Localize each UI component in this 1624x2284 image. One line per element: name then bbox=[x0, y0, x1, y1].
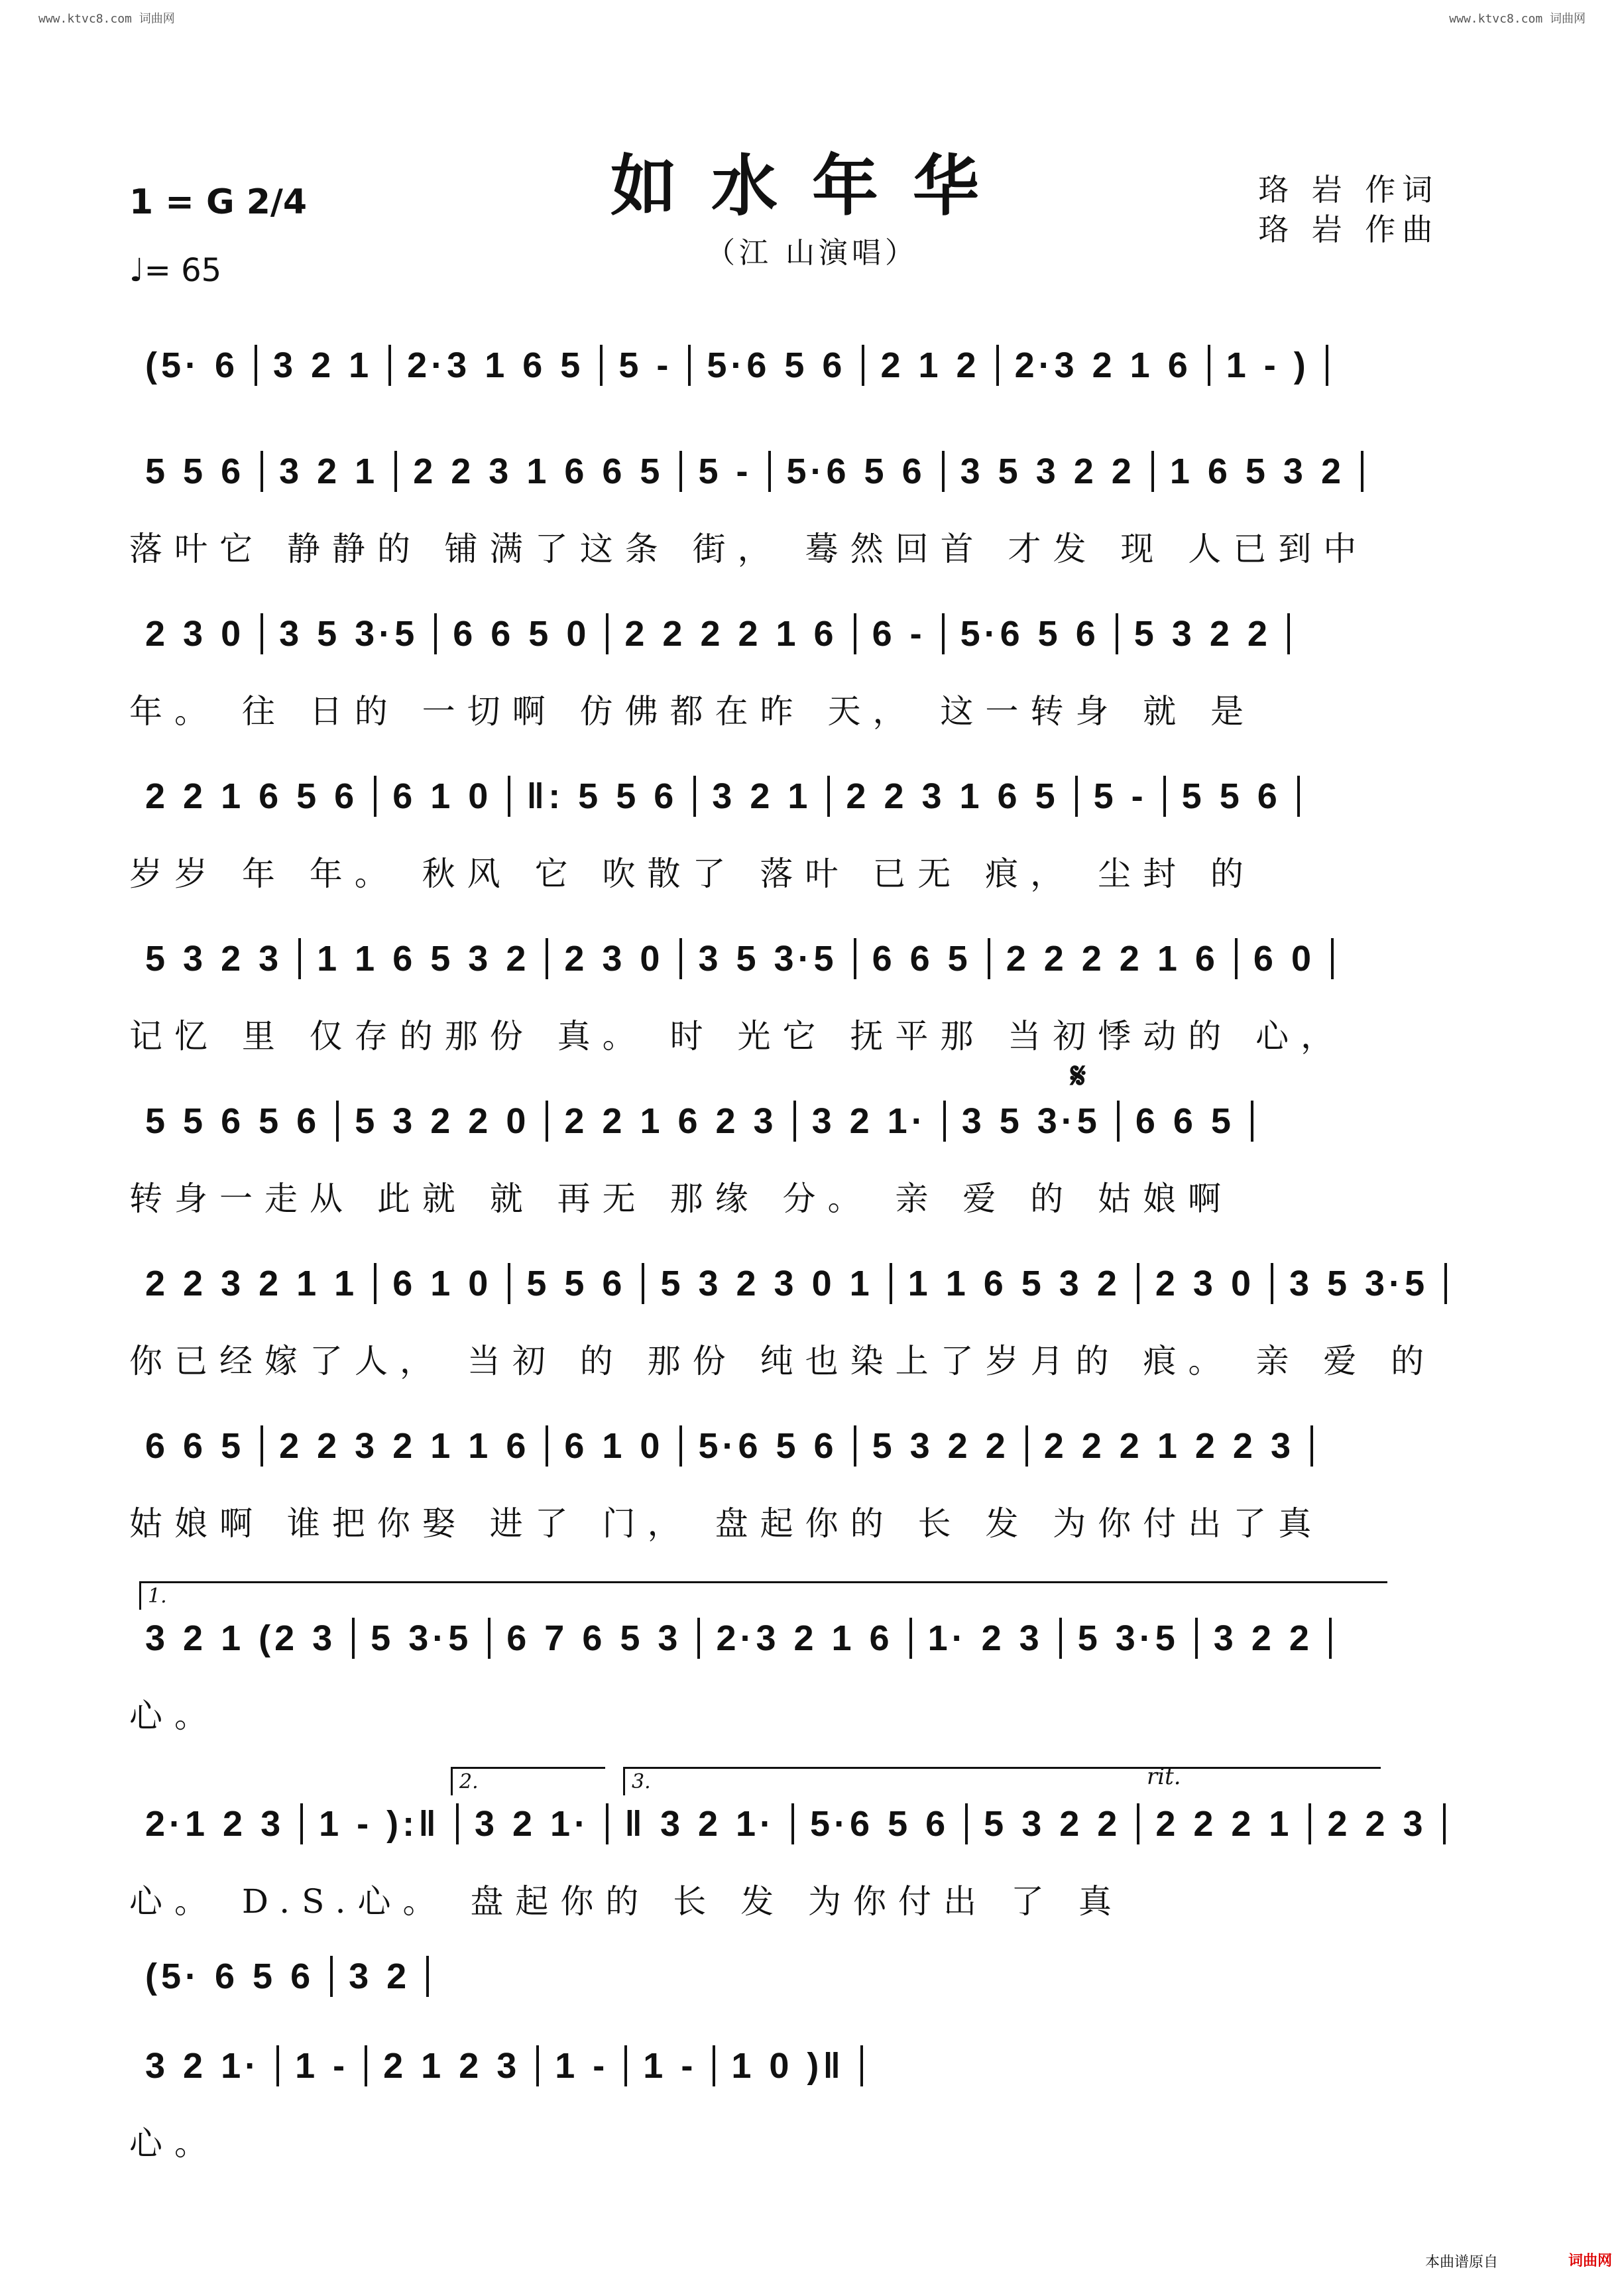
watermark-right: www.ktvc8.com 词曲网 bbox=[1449, 12, 1586, 26]
measure: 3 2 1· bbox=[459, 1803, 609, 1844]
measure: 1 0 )‖ bbox=[715, 2045, 863, 2086]
lyric-line: 转身一走从 此就 就 再无 那缘 分。 亲 爱 的 姑娘啊 bbox=[129, 1179, 1234, 1218]
measure: 2 2 3 1 6 6 5 bbox=[397, 451, 682, 492]
lyric-line: 心。 bbox=[129, 1697, 219, 1735]
measure: 6 - bbox=[856, 613, 945, 654]
measure: 5 3 2 3 0 1 bbox=[644, 1263, 892, 1304]
measure: ‖ 3 2 1· bbox=[609, 1803, 794, 1844]
lyric-line: 岁岁 年 年。 秋风 它 吹散了 落叶 已无 痕， 尘封 的 bbox=[129, 855, 1255, 893]
measure: 5 5 6 bbox=[510, 1263, 644, 1304]
measure: 3 2 1· bbox=[796, 1101, 946, 1142]
notation-line bbox=[129, 451, 1498, 504]
lyric-line: 落叶它 静静的 铺满了这条 街， 蓦然回首 才发 现 人已到中 bbox=[129, 530, 1369, 568]
measure: 3 5 3·5 bbox=[1273, 1263, 1447, 1304]
measure: (5· 6 5 6 bbox=[129, 1956, 333, 1997]
measure: 2·3 1 6 5 bbox=[391, 345, 603, 386]
measure: 2 2 1 6 5 6 bbox=[129, 776, 377, 817]
measure: 3 2 bbox=[333, 1956, 429, 1997]
measure: 6 0 bbox=[1238, 938, 1334, 979]
measure: 5 5 6 bbox=[1166, 776, 1300, 817]
measure: 2 2 3 1 6 5 bbox=[830, 776, 1077, 817]
notation-line bbox=[129, 345, 1498, 398]
measure: 2 2 2 1 bbox=[1139, 1803, 1311, 1844]
measure: 5 5 6 bbox=[129, 451, 263, 492]
measure: 2 2 2 1 2 2 3 bbox=[1028, 1425, 1313, 1467]
measure: (5· 6 bbox=[129, 345, 257, 386]
measure: 2·3 2 1 6 bbox=[999, 345, 1210, 386]
measure: 1 - bbox=[279, 2045, 367, 2086]
measure: 6 6 5 bbox=[1120, 1101, 1253, 1142]
tempo-marking: ♩= 65 bbox=[129, 252, 222, 289]
volta-bracket-2: 2. bbox=[451, 1767, 605, 1795]
measure: 3 5 3 2 2 bbox=[945, 451, 1154, 492]
measure: 2·1 2 3 bbox=[129, 1803, 303, 1844]
footer-source: 本曲谱原自 bbox=[1425, 2254, 1499, 2271]
notation-line bbox=[129, 1101, 1498, 1154]
lyric-line: 你已经嫁了人， 当初 的 那份 纯也染上了岁月的 痕。 亲 爱 的 bbox=[129, 1342, 1436, 1380]
measure: 5 3 2 2 bbox=[1118, 613, 1290, 654]
notation-line bbox=[129, 1425, 1498, 1478]
measure: 3 5 3·5 bbox=[946, 1101, 1120, 1142]
measure: 5 - bbox=[682, 451, 770, 492]
volta-bracket-3: 3. bbox=[623, 1767, 1381, 1795]
notation-line bbox=[129, 2045, 1498, 2098]
measure: 5 3 2 2 0 bbox=[339, 1101, 548, 1142]
measure: 5·6 5 6 bbox=[794, 1803, 968, 1844]
measure: 2 2 2 2 1 6 bbox=[609, 613, 856, 654]
measure: ‖: 5 5 6 bbox=[510, 776, 696, 817]
notation-line bbox=[129, 776, 1498, 829]
lyric-line: 心。 D.S.心。 盘起你的 长 发 为你付出 了 真 bbox=[129, 1882, 1124, 1921]
notation-line bbox=[129, 1803, 1498, 1856]
notation-line bbox=[129, 1263, 1498, 1316]
lyric-line: 记忆 里 仅存的那份 真。 时 光它 抚平那 当初悸动的 心， bbox=[129, 1017, 1346, 1055]
measure: 1 - bbox=[539, 2045, 627, 2086]
measure: 2 2 1 6 2 3 bbox=[548, 1101, 795, 1142]
measure: 1 6 5 3 2 bbox=[1154, 451, 1363, 492]
measure: 1 - ):‖ bbox=[303, 1803, 459, 1844]
segno-sign: 𝄋 bbox=[1071, 1054, 1086, 1097]
measure: 5·6 5 6 bbox=[945, 613, 1118, 654]
measure: 1 1 6 5 3 2 bbox=[892, 1263, 1139, 1304]
notation-line bbox=[129, 613, 1498, 666]
measure: 1 - bbox=[627, 2045, 715, 2086]
lyricist-credit: 珞 岩 作词 bbox=[1258, 172, 1440, 208]
measure: 2 2 3 2 1 1 bbox=[129, 1263, 377, 1304]
measure: 5 3 2 2 bbox=[856, 1425, 1028, 1467]
measure: 3 5 3·5 bbox=[263, 613, 437, 654]
measure: 1· 2 3 bbox=[912, 1618, 1062, 1659]
measure: 3 2 1 bbox=[257, 345, 391, 386]
key-signature: 1 = G 2/4 bbox=[129, 182, 308, 222]
measure: 5 - bbox=[1078, 776, 1166, 817]
measure: 6 6 5 0 bbox=[437, 613, 609, 654]
measure: 5 3 2 3 bbox=[129, 938, 301, 979]
measure: 6 1 0 bbox=[377, 1263, 510, 1304]
side-decoration-left bbox=[3, 40, 20, 2244]
measure: 2 2 3 bbox=[1311, 1803, 1445, 1844]
measure: 5 3 2 2 bbox=[968, 1803, 1139, 1844]
measure: 5 5 6 5 6 bbox=[129, 1101, 339, 1142]
notation-line bbox=[129, 938, 1498, 991]
footer-brand: 词曲网 bbox=[1568, 2253, 1613, 2269]
lyric-line: 姑娘啊 谁把你娶 进了 门， 盘起你的 长 发 为你付出了真 bbox=[129, 1504, 1324, 1543]
measure: 6 1 0 bbox=[548, 1425, 682, 1467]
measure: 2 1 2 bbox=[864, 345, 998, 386]
watermark-left: www.ktvc8.com 词曲网 bbox=[38, 12, 175, 26]
measure: 2 2 3 2 1 1 6 bbox=[263, 1425, 548, 1467]
measure: 3 2 2 bbox=[1198, 1618, 1332, 1659]
notation-line bbox=[129, 1618, 1498, 1671]
measure: 3 2 1 (2 3 bbox=[129, 1618, 355, 1659]
measure: 6 6 5 bbox=[129, 1425, 263, 1467]
measure: 2 1 2 3 bbox=[367, 2045, 539, 2086]
lyric-line: 心。 bbox=[129, 2124, 219, 2163]
measure: 5 - bbox=[603, 345, 691, 386]
lyric-line: 年。 往 日的 一切啊 仿佛都在昨 天， 这一转身 就 是 bbox=[129, 692, 1256, 731]
measure: 5·6 5 6 bbox=[691, 345, 864, 386]
measure: 2 3 0 bbox=[129, 613, 263, 654]
measure: 3 5 3·5 bbox=[682, 938, 856, 979]
measure: 2 3 0 bbox=[1139, 1263, 1273, 1304]
rit-marking: rit. bbox=[1147, 1764, 1181, 1790]
page-subtitle: （江 山演唱） bbox=[706, 236, 918, 270]
measure: 1 - ) bbox=[1210, 345, 1328, 386]
measure: 3 2 1· bbox=[129, 2045, 279, 2086]
page-title: 如水年华 bbox=[610, 147, 1014, 225]
measure: 6 7 6 5 3 bbox=[491, 1618, 700, 1659]
measure: 5·6 5 6 bbox=[771, 451, 945, 492]
composer-credit: 珞 岩 作曲 bbox=[1258, 211, 1440, 247]
measure: 2 3 0 bbox=[548, 938, 682, 979]
measure: 3 2 1 bbox=[696, 776, 830, 817]
side-decoration-right bbox=[1604, 40, 1621, 2244]
measure: 6 6 5 bbox=[856, 938, 990, 979]
measure: 3 2 1 bbox=[263, 451, 397, 492]
notation-line bbox=[129, 1956, 1498, 2009]
measure: 2 2 2 2 1 6 bbox=[990, 938, 1238, 979]
measure: 5·6 5 6 bbox=[682, 1425, 856, 1467]
volta-bracket-1: 1. bbox=[139, 1581, 1387, 1610]
measure: 6 1 0 bbox=[377, 776, 510, 817]
measure: 1 1 6 5 3 2 bbox=[301, 938, 548, 979]
measure: 5 3·5 bbox=[1062, 1618, 1198, 1659]
measure: 5 3·5 bbox=[355, 1618, 491, 1659]
measure: 2·3 2 1 6 bbox=[700, 1618, 911, 1659]
